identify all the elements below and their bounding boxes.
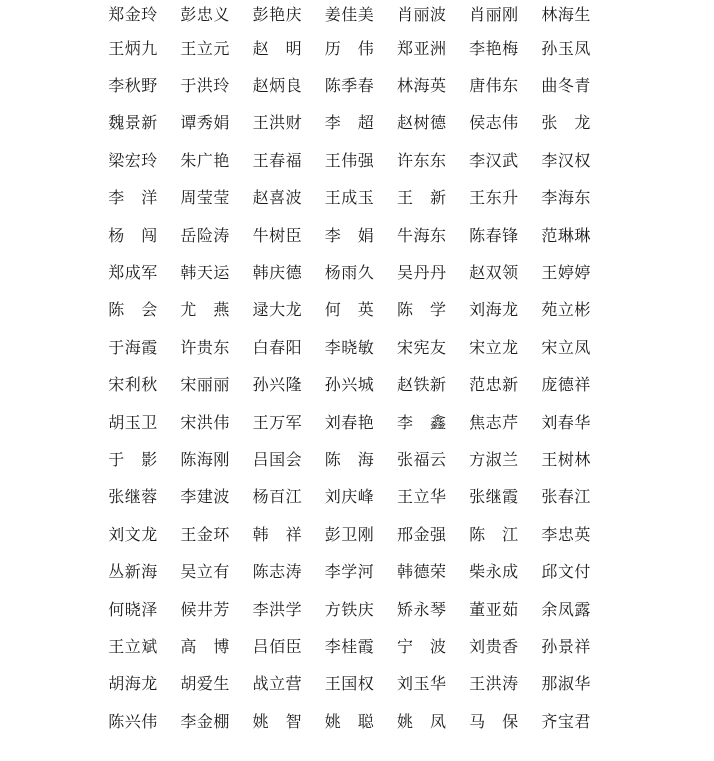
name-row [108, 67, 600, 104]
name-entry: 李桂霞 [324, 636, 374, 656]
name-entry: 杨雨久 [324, 263, 374, 283]
name-entry: 齐宝君 [541, 711, 591, 731]
name-entry: 姜佳美 [324, 5, 374, 24]
name-entry: 李晓敏 [324, 337, 374, 357]
name-entry: 朱广艳 [180, 150, 230, 170]
name-entry: 许东东 [396, 150, 446, 170]
name-entry: 孙景祥 [541, 636, 591, 656]
name-entry: 历 伟 [324, 38, 374, 58]
name-entry: 刘海龙 [469, 300, 519, 320]
name-entry: 苑立彬 [541, 300, 591, 320]
name-entry: 王立元 [180, 38, 230, 58]
name-entry: 李 娟 [324, 225, 374, 245]
name-entry: 方铁庆 [324, 599, 374, 619]
name-entry: 刘春华 [541, 412, 591, 432]
name-entry: 陈季春 [324, 76, 374, 96]
name-entry: 董亚茹 [469, 599, 519, 619]
name-row [108, 142, 600, 179]
name-entry: 吕佰臣 [252, 636, 302, 656]
name-entry: 郑金玲 [108, 5, 158, 24]
name-entry: 赵炳良 [252, 76, 302, 96]
name-entry: 李汉权 [541, 150, 591, 170]
name-entry: 刘春艳 [324, 412, 374, 432]
name-entry: 战立营 [252, 674, 302, 694]
name-row [108, 329, 600, 366]
name-entry: 李海东 [541, 188, 591, 208]
name-entry: 高 博 [180, 636, 230, 656]
name-entry: 赵双领 [469, 263, 519, 283]
name-entry: 尤 燕 [180, 300, 230, 320]
name-list [108, 0, 600, 740]
name-entry: 吕国会 [252, 449, 302, 469]
name-entry: 赵铁新 [396, 375, 446, 395]
name-row [108, 180, 600, 217]
name-entry: 孙兴隆 [252, 375, 302, 395]
name-entry: 焦志芹 [469, 412, 519, 432]
name-entry: 胡玉卫 [108, 412, 158, 432]
name-entry: 韩 祥 [252, 524, 302, 544]
name-row [108, 254, 600, 291]
name-entry: 魏景新 [108, 113, 158, 133]
name-entry: 韩德荣 [396, 562, 446, 582]
name-entry: 林海英 [396, 76, 446, 96]
name-entry: 吴丹丹 [396, 263, 446, 283]
name-entry: 范忠新 [469, 375, 519, 395]
name-entry: 陈 海 [324, 449, 374, 469]
name-entry: 刘文龙 [108, 524, 158, 544]
name-entry: 余凤露 [541, 599, 591, 619]
name-entry: 陈春锋 [469, 225, 519, 245]
name-entry: 岳险涛 [180, 225, 230, 245]
name-entry: 王洪涛 [469, 674, 519, 694]
name-entry: 宋宪友 [396, 337, 446, 357]
name-entry: 李学河 [324, 562, 374, 582]
name-entry: 王炳九 [108, 38, 158, 58]
name-entry: 姚 智 [252, 711, 302, 731]
name-entry: 王国权 [324, 674, 374, 694]
name-entry: 王立斌 [108, 636, 158, 656]
name-entry: 宋利秋 [108, 375, 158, 395]
name-row [108, 30, 600, 67]
name-entry: 张继蓉 [108, 487, 158, 507]
name-entry: 柴永成 [469, 562, 519, 582]
name-entry: 周莹莹 [180, 188, 230, 208]
name-entry: 何晓泽 [108, 599, 158, 619]
name-entry: 彭忠义 [180, 5, 230, 24]
name-entry: 陈 江 [469, 524, 519, 544]
name-entry: 王婷婷 [541, 263, 591, 283]
name-entry: 牛海东 [396, 225, 446, 245]
name-entry: 许贵东 [180, 337, 230, 357]
name-entry: 邱文付 [541, 562, 591, 582]
name-row [108, 479, 600, 516]
name-entry: 王春福 [252, 150, 302, 170]
name-entry: 张福云 [396, 449, 446, 469]
name-entry: 陈兴伟 [108, 711, 158, 731]
name-row [108, 441, 600, 478]
name-entry: 孙玉凤 [541, 38, 591, 58]
name-entry: 韩庆德 [252, 263, 302, 283]
name-entry: 逯大龙 [252, 300, 302, 320]
name-entry: 赵 明 [252, 38, 302, 58]
name-row [108, 703, 600, 740]
name-entry: 庞德祥 [541, 375, 591, 395]
name-entry: 侯志伟 [469, 113, 519, 133]
name-entry: 肖丽波 [396, 5, 446, 24]
name-entry: 王伟强 [324, 150, 374, 170]
name-entry: 宋立凤 [541, 337, 591, 357]
name-row [108, 292, 600, 329]
name-entry: 谭秀娟 [180, 113, 230, 133]
name-entry: 李 超 [324, 113, 374, 133]
name-row [108, 217, 600, 254]
name-entry: 林海生 [541, 5, 591, 24]
name-entry: 刘贵香 [469, 636, 519, 656]
name-entry: 胡爱生 [180, 674, 230, 694]
name-row [108, 105, 600, 142]
name-entry: 陈志涛 [252, 562, 302, 582]
name-entry: 赵喜波 [252, 188, 302, 208]
name-entry: 候井芳 [180, 599, 230, 619]
name-entry: 宋立龙 [469, 337, 519, 357]
name-entry: 李艳梅 [469, 38, 519, 58]
name-entry: 于洪玲 [180, 76, 230, 96]
name-entry: 李 洋 [108, 188, 158, 208]
name-entry: 张春江 [541, 487, 591, 507]
name-entry: 王立华 [396, 487, 446, 507]
name-row [108, 516, 600, 553]
name-entry: 宋洪伟 [180, 412, 230, 432]
name-entry: 彭卫刚 [324, 524, 374, 544]
name-entry: 王万军 [252, 412, 302, 432]
name-entry: 杨百江 [252, 487, 302, 507]
name-entry: 王洪财 [252, 113, 302, 133]
name-entry: 韩天运 [180, 263, 230, 283]
name-entry: 邢金强 [396, 524, 446, 544]
name-entry: 宁 波 [396, 636, 446, 656]
name-entry: 陈 会 [108, 300, 158, 320]
name-entry: 王金环 [180, 524, 230, 544]
name-entry: 王成玉 [324, 188, 374, 208]
name-entry: 赵树德 [396, 113, 446, 133]
name-entry: 刘庆峰 [324, 487, 374, 507]
name-entry: 何 英 [324, 300, 374, 320]
name-entry: 李秋野 [108, 76, 158, 96]
name-entry: 郑亚洲 [396, 38, 446, 58]
name-row [108, 628, 600, 665]
name-entry: 曲冬青 [541, 76, 591, 96]
name-entry: 王树林 [541, 449, 591, 469]
name-row [108, 0, 600, 30]
name-entry: 李金棚 [180, 711, 230, 731]
name-entry: 李建波 [180, 487, 230, 507]
name-entry: 那淑华 [541, 674, 591, 694]
name-entry: 李洪学 [252, 599, 302, 619]
name-entry: 张继霞 [469, 487, 519, 507]
name-row [108, 553, 600, 590]
name-entry: 陈海刚 [180, 449, 230, 469]
name-row [108, 591, 600, 628]
name-row [108, 367, 600, 404]
name-entry: 于海霞 [108, 337, 158, 357]
name-entry: 王 新 [396, 188, 446, 208]
name-entry: 刘玉华 [396, 674, 446, 694]
name-entry: 马 保 [469, 711, 519, 731]
name-entry: 唐伟东 [469, 76, 519, 96]
name-entry: 范琳琳 [541, 225, 591, 245]
name-entry: 李汉武 [469, 150, 519, 170]
name-entry: 李忠英 [541, 524, 591, 544]
name-entry: 肖丽刚 [469, 5, 519, 24]
name-entry: 姚 聪 [324, 711, 374, 731]
name-entry: 郑成军 [108, 263, 158, 283]
name-entry: 姚 凤 [396, 711, 446, 731]
name-entry: 杨 闯 [108, 225, 158, 245]
name-entry: 王东升 [469, 188, 519, 208]
name-row [108, 404, 600, 441]
name-row [108, 666, 600, 703]
name-entry: 胡海龙 [108, 674, 158, 694]
name-entry: 陈 学 [396, 300, 446, 320]
name-entry: 李 鑫 [396, 412, 446, 432]
name-entry: 丛新海 [108, 562, 158, 582]
name-entry: 白春阳 [252, 337, 302, 357]
name-entry: 张 龙 [541, 113, 591, 133]
name-entry: 于 影 [108, 449, 158, 469]
name-entry: 方淑兰 [469, 449, 519, 469]
name-entry: 宋丽丽 [180, 375, 230, 395]
name-entry: 吴立有 [180, 562, 230, 582]
name-entry: 矫永琴 [396, 599, 446, 619]
name-entry: 彭艳庆 [252, 5, 302, 24]
name-entry: 梁宏玲 [108, 150, 158, 170]
name-entry: 牛树臣 [252, 225, 302, 245]
name-entry: 孙兴城 [324, 375, 374, 395]
